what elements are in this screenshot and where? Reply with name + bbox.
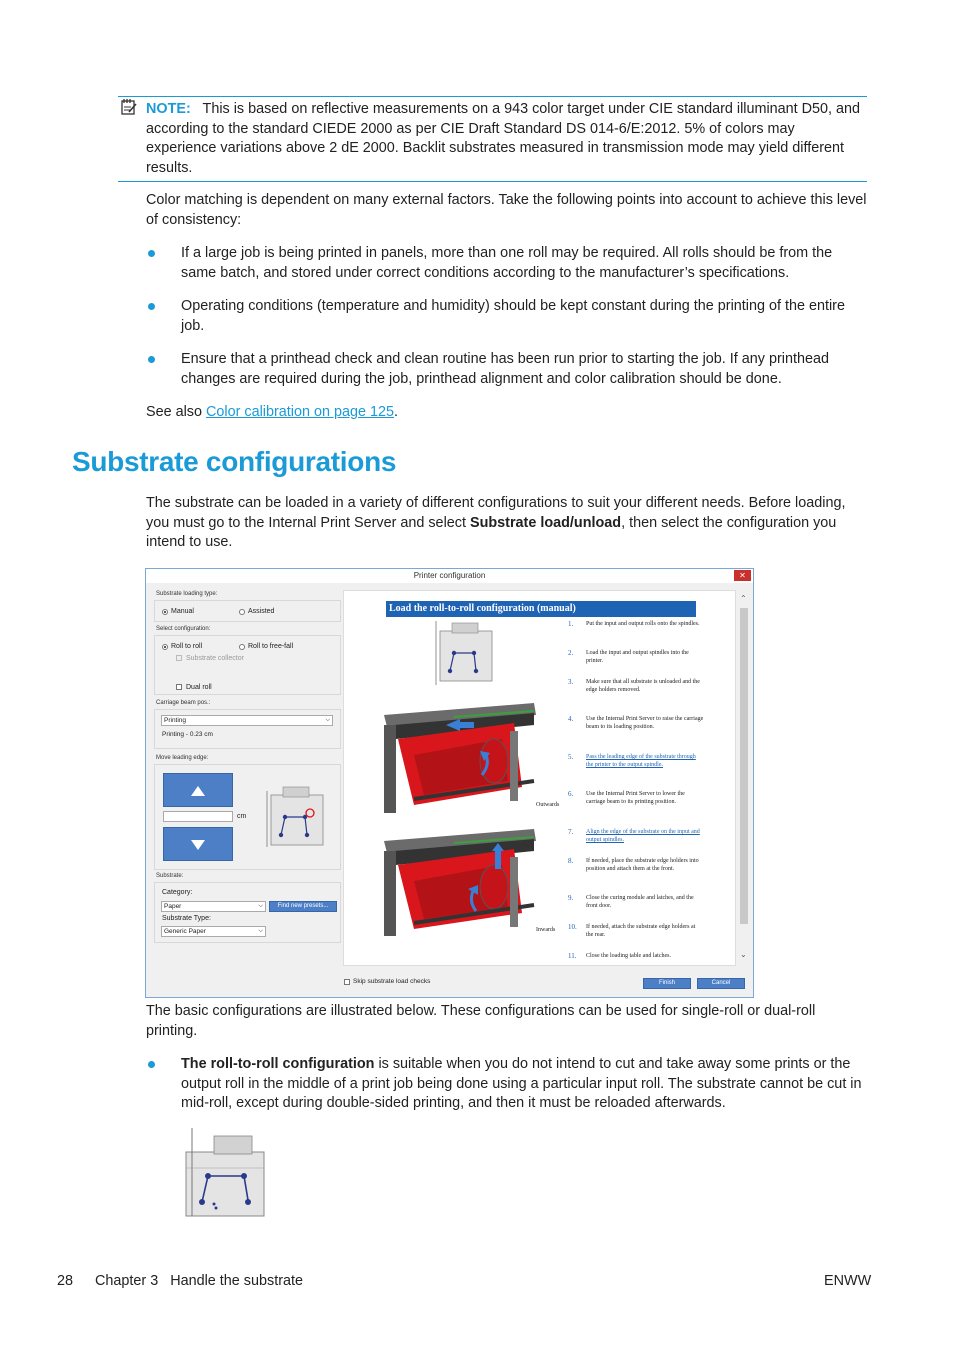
color-calibration-link[interactable]: Color calibration on page 125 <box>206 404 395 420</box>
bullet-text: is suitable when you do not intend to cut and take away some prints or the output roll in the middle of a print job being done using a particular input roll. The substrate cannot be cut in mid-roll, except during double-sided printing, and then it must be reloaded afterwards. <box>181 1056 862 1111</box>
step-text: Pass the leading edge of the substrate through the printer to the output spindle. <box>586 754 696 768</box>
step-text: Make sure that all substrate is unloaded and the edge holders removed. <box>586 679 700 693</box>
manual-label: Manual <box>171 608 194 615</box>
section-heading: Substrate configurations <box>72 446 397 477</box>
step-text: Load the input and output spindles into the printer. <box>586 650 689 664</box>
note-text: This is based on reflective measurements on a 943 color target under CIE standard illuminant D50, and according to the standard CIEDE 2000 as per CIE Draft Standard DS 014-6/E:2012. 5% of colors may experience variations above 2 dE 2000. Backlit substrates measured in transmission mode may yield different results. <box>146 101 861 176</box>
bullet-item: Ensure that a printhead check and clean routine has been run prior to starting the job. If any printhead changes are required during the job, printhead alignment and color calibration should be done. <box>181 351 829 387</box>
substrate-label: Substrate: <box>156 873 184 879</box>
substrate-type-select[interactable] <box>161 926 266 937</box>
bullet-dot <box>148 356 155 363</box>
step-number: 6. <box>568 790 574 798</box>
step-number: 10. <box>568 923 577 931</box>
step-item-link[interactable] <box>568 753 704 769</box>
carriage-select-value: Printing <box>164 717 187 724</box>
footer-right: ENWW <box>824 1273 872 1289</box>
para-text: , then select the configuration you intend to use. <box>146 514 837 550</box>
skip-checks-label: Skip substrate load checks <box>353 978 431 985</box>
note-text-block <box>118 100 867 178</box>
move-down-button[interactable] <box>163 827 233 861</box>
printer-side-diagram <box>432 619 498 689</box>
step-text: If needed, place the substrate edge holders into position and attach them at the front. <box>586 858 699 872</box>
para-bold: Substrate load/unload <box>469 514 622 531</box>
printer-photo-inwards <box>384 821 539 936</box>
assisted-label: Assisted <box>248 608 275 615</box>
select-config-label: Select configuration: <box>156 626 211 632</box>
find-presets-button[interactable]: Find new presets... <box>269 901 337 912</box>
printer-photo-outwards <box>384 695 539 813</box>
page-number: 28 <box>57 1273 74 1289</box>
chevron-down-icon: ⌵ <box>258 903 263 909</box>
step-item <box>568 790 704 806</box>
chevron-down-icon: ⌵ <box>258 928 263 934</box>
step-item <box>568 857 704 873</box>
substrate-collector-label: Substrate collector <box>186 655 244 662</box>
step-text: Align the edge of the substrate on the input and output spindles. <box>586 829 700 843</box>
bullet-dot <box>148 1061 155 1068</box>
roll-to-roll-radio[interactable] <box>162 644 168 650</box>
scrollbar-thumb[interactable] <box>740 608 748 924</box>
move-distance-input[interactable] <box>163 811 233 822</box>
manual-radio[interactable] <box>162 609 168 615</box>
step-number: 3. <box>568 678 574 686</box>
step-item <box>568 923 704 939</box>
see-also-suffix: . <box>394 404 399 420</box>
roll-to-roll-label: Roll to roll <box>171 643 203 650</box>
select-config-group <box>154 635 341 695</box>
instructions-scrollbar[interactable] <box>737 590 751 966</box>
see-also <box>146 403 398 423</box>
step-text: Close the curing module and latches, and the front door. <box>586 895 694 909</box>
carriage-select[interactable] <box>161 715 333 726</box>
chevron-down-icon[interactable]: ⌄ <box>740 950 747 959</box>
step-item <box>568 952 704 960</box>
step-number: 8. <box>568 857 574 865</box>
step-text: If needed, attach the substrate edge holders at the rear. <box>586 924 696 938</box>
printer-side-diagram <box>263 783 329 853</box>
substrate-type-value: Generic Paper <box>164 928 206 935</box>
para-substrate-intro <box>146 494 868 553</box>
roll-to-free-fall-radio[interactable] <box>239 644 245 650</box>
carriage-group <box>154 709 341 749</box>
carriage-readout: Printing - 0.23 cm <box>162 731 213 738</box>
step-item <box>568 678 704 694</box>
substrate-type-label: Substrate Type: <box>162 915 211 922</box>
step-text: Use the Internal Print Server to raise the carriage beam to its loading position. <box>586 716 704 730</box>
step-number: 5. <box>568 753 574 761</box>
step-number: 1. <box>568 620 574 628</box>
step-item <box>568 715 704 731</box>
dual-roll-label: Dual roll <box>186 684 212 691</box>
category-select-value: Paper <box>164 903 182 910</box>
note-label: NOTE: <box>146 101 191 117</box>
bullet-roll-to-roll <box>181 1055 868 1114</box>
step-item <box>568 620 704 628</box>
bullet-dot <box>148 250 155 257</box>
arrow-up-icon <box>191 786 205 796</box>
bullet-item: Operating conditions (temperature and humidity) should be kept constant during the printing of the entire job. <box>181 298 845 334</box>
para-basic-configs: The basic configurations are illustrated below. These configurations can be used for single-roll or dual-roll printing. <box>146 1003 816 1039</box>
dual-roll-checkbox[interactable] <box>176 684 182 690</box>
intro-paragraph: Color matching is dependent on many external factors. Take the following points into account to achieve this level of consistency: <box>146 192 867 228</box>
step-number: 2. <box>568 649 574 657</box>
category-select[interactable] <box>161 901 266 912</box>
bullet-item: If a large job is being printed in panels, more than one roll may be required. All rolls should be from the same batch, and stored under correct conditions according to the manufacturer’s specifications. <box>181 245 833 281</box>
step-number: 11. <box>568 952 577 960</box>
substrate-collector-checkbox[interactable] <box>176 655 182 661</box>
skip-checks-checkbox[interactable] <box>344 979 350 985</box>
carriage-label: Carriage beam pos.: <box>156 700 211 706</box>
cancel-button[interactable]: Cancel <box>697 978 745 989</box>
move-up-button[interactable] <box>163 773 233 807</box>
loading-type-label: Substrate loading type: <box>156 591 218 597</box>
outwards-label: Outwards <box>536 802 560 808</box>
finish-button[interactable]: Finish <box>643 978 691 989</box>
bullet-dot <box>148 303 155 310</box>
bullet-bold: The roll-to-roll configuration <box>181 1056 375 1072</box>
see-also-prefix: See also <box>146 404 207 420</box>
assisted-radio[interactable] <box>239 609 245 615</box>
move-edge-group <box>154 764 341 870</box>
step-item <box>568 649 704 665</box>
chevron-down-icon: ⌵ <box>325 717 330 723</box>
printer-configuration-dialog <box>145 568 754 998</box>
roll-to-free-fall-label: Roll to free-fall <box>248 643 294 650</box>
step-text: Put the input and output rolls onto the spindles. <box>586 621 700 627</box>
inwards-label: Inwards <box>536 927 556 933</box>
unit-label: cm <box>237 813 247 820</box>
step-number: 7. <box>568 828 574 836</box>
roll-to-roll-diagram <box>178 1128 268 1220</box>
step-number: 9. <box>568 894 574 902</box>
chevron-up-icon[interactable]: ⌃ <box>740 594 747 603</box>
note-box <box>118 96 867 182</box>
move-edge-label: Move leading edge: <box>156 755 209 761</box>
close-icon[interactable]: ✕ <box>734 570 751 581</box>
step-text: Use the Internal Print Server to lower the carriage beam to its printing position. <box>586 791 685 805</box>
instructions-title: Load the roll-to-roll configuration (manual) <box>386 601 696 617</box>
step-item <box>568 894 704 910</box>
para-text: The substrate can be loaded in a variety of different configurations to suit your different needs. Before loading, you must go to the Internal Print Server and select <box>146 495 846 531</box>
loading-type-group <box>154 600 341 622</box>
step-number: 4. <box>568 715 574 723</box>
dialog-title: Printer configuration <box>146 569 753 583</box>
step-text: Close the loading table and latches. <box>586 953 671 959</box>
instructions-panel <box>343 590 736 966</box>
category-label: Category: <box>162 889 193 896</box>
step-item-link[interactable] <box>568 828 704 844</box>
arrow-down-icon <box>191 840 205 850</box>
substrate-group <box>154 882 341 943</box>
chapter-title: Chapter 3 Handle the substrate <box>95 1273 303 1289</box>
